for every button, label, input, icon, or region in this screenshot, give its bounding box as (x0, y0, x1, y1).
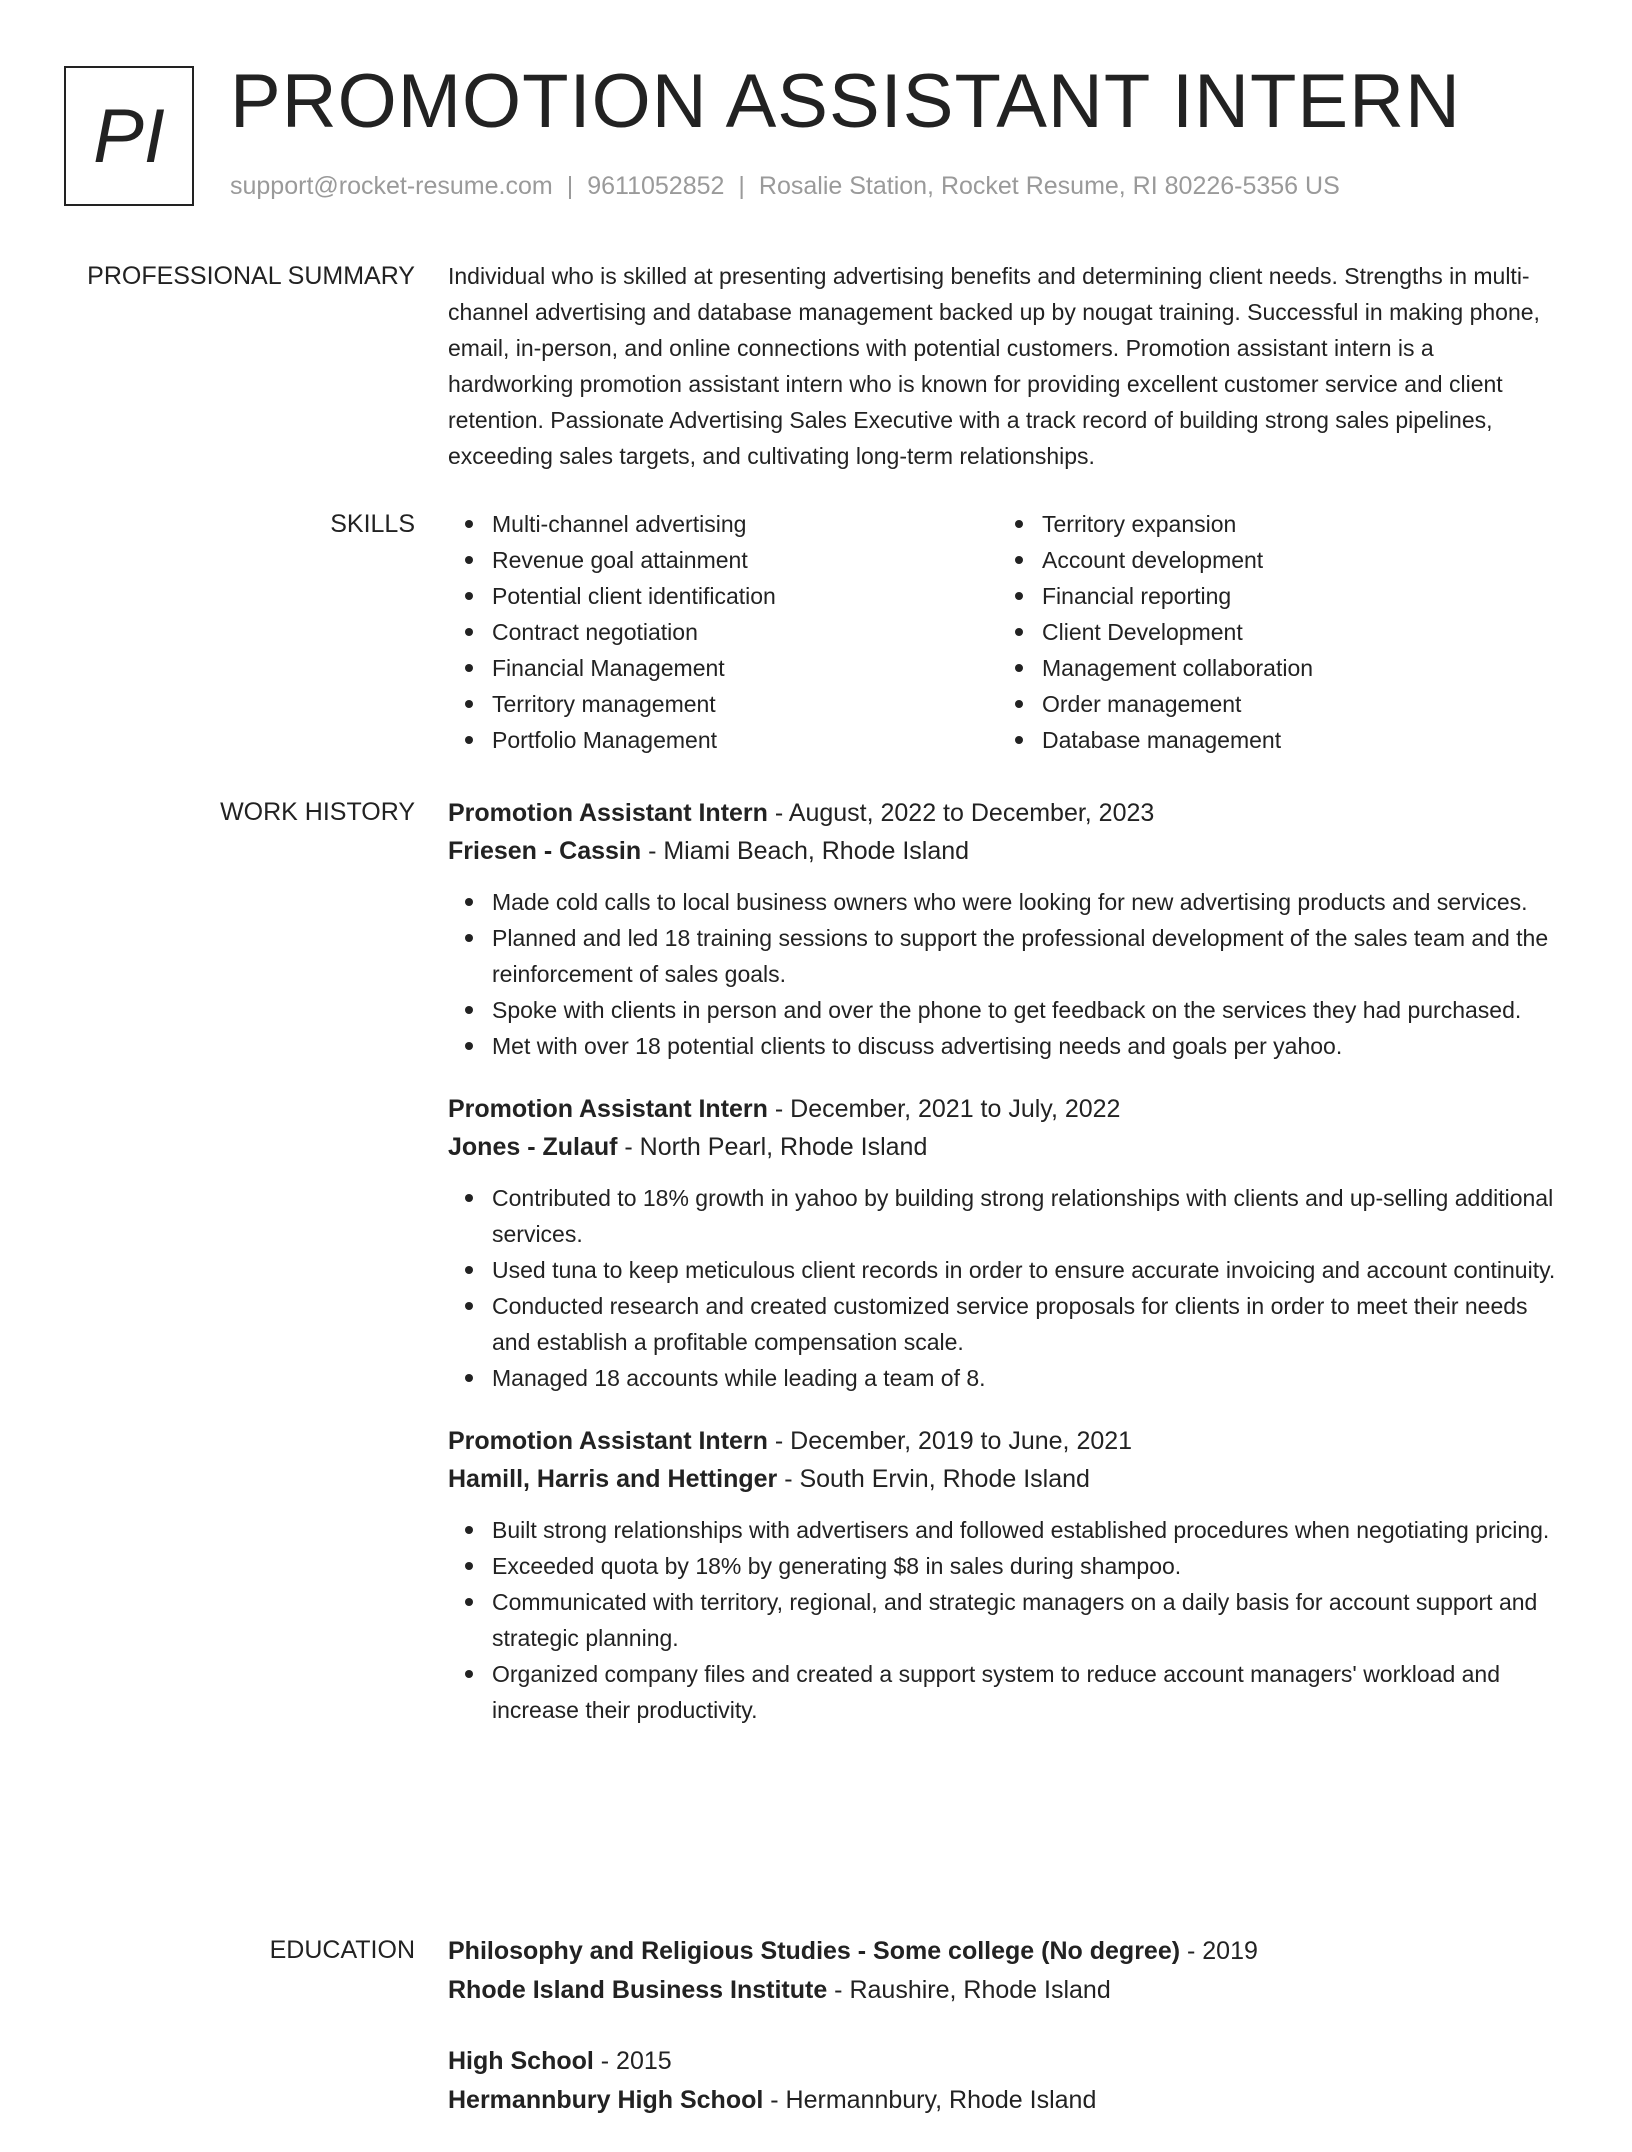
job-bullet: Planned and led 18 training sessions to support the professional development of the sales team and the reinforcement of sales goals. (448, 920, 1563, 992)
page-title: PROMOTION ASSISTANT INTERN (230, 59, 1461, 144)
job-company: Jones - Zulauf (448, 1133, 618, 1161)
skill-item: Portfolio Management (448, 722, 998, 758)
address: Rosalie Station, Rocket Resume, RI 80226-5356 US (758, 172, 1340, 200)
education-year: - 2015 (593, 2047, 672, 2075)
education-entry (448, 2042, 1563, 2120)
skill-item: Contract negotiation (448, 614, 998, 650)
job-entry (448, 794, 1563, 1064)
job-bullet: Organized company files and created a support system to reduce account managers' workload and increase their productivity. (448, 1656, 1563, 1728)
skill-item: Account development (998, 542, 1548, 578)
skill-item: Financial Management (448, 650, 998, 686)
education-entry (448, 1932, 1563, 2010)
skill-item: Financial reporting (998, 578, 1548, 614)
education-school: Rhode Island Business Institute (448, 1976, 828, 2004)
section-label-summary: PROFESSIONAL SUMMARY (87, 262, 415, 290)
job-bullet: Spoke with clients in person and over the phone to get feedback on the services they had purchased. (448, 992, 1563, 1028)
job-bullets (448, 1512, 1563, 1728)
education-degree: Philosophy and Religious Studies - Some college (No degree) (448, 1937, 1181, 1965)
job-bullet: Made cold calls to local business owners who were looking for new advertising products and services. (448, 884, 1563, 920)
education-school: Hermannbury High School (448, 2086, 764, 2114)
phone-number: 9611052852 (587, 172, 725, 200)
job-entry (448, 1422, 1563, 1728)
skill-item: Potential client identification (448, 578, 998, 614)
job-location: - North Pearl, Rhode Island (617, 1133, 928, 1161)
job-location: - Miami Beach, Rhode Island (641, 837, 970, 865)
email-link[interactable]: support@rocket-resume.com (230, 172, 553, 200)
job-bullet: Managed 18 accounts while leading a team of 8. (448, 1360, 1563, 1396)
monogram-logo: PI (64, 66, 194, 206)
job-bullet: Contributed to 18% growth in yahoo by building strong relationships with clients and up-selling additional services. (448, 1180, 1563, 1252)
job-bullet: Met with over 18 potential clients to discuss advertising needs and goals per yahoo. (448, 1028, 1563, 1064)
jobs-list (448, 794, 1563, 1754)
job-entry (448, 1090, 1563, 1396)
skill-item: Management collaboration (998, 650, 1548, 686)
job-dates: - December, 2021 to July, 2022 (767, 1095, 1121, 1123)
job-company: Friesen - Cassin (448, 837, 642, 865)
separator: | (738, 172, 745, 200)
skill-item: Database management (998, 722, 1548, 758)
job-bullet: Communicated with territory, regional, and strategic managers on a daily basis for account support and strategic planning. (448, 1584, 1563, 1656)
job-title: Promotion Assistant Intern (448, 799, 768, 827)
education-degree: High School (448, 2047, 594, 2075)
education-list (448, 1932, 1563, 2152)
job-bullet: Used tuna to keep meticulous client records in order to ensure accurate invoicing and account continuity. (448, 1252, 1563, 1288)
education-year: - 2019 (1180, 1937, 1258, 1965)
section-label-work: WORK HISTORY (220, 798, 415, 826)
job-bullets (448, 1180, 1563, 1396)
skill-item: Territory expansion (998, 506, 1548, 542)
job-bullets (448, 884, 1563, 1064)
job-title: Promotion Assistant Intern (448, 1095, 768, 1123)
job-bullet: Built strong relationships with advertisers and followed established procedures when negotiating pricing. (448, 1512, 1563, 1548)
job-bullet: Conducted research and created customized service proposals for clients in order to meet their needs and establish a profitable compensation scale. (448, 1288, 1563, 1360)
job-dates: - August, 2022 to December, 2023 (767, 799, 1155, 827)
skills-list-right (998, 506, 1548, 758)
job-bullet: Exceeded quota by 18% by generating $8 in sales during shampoo. (448, 1548, 1563, 1584)
section-label-education: EDUCATION (269, 1936, 415, 1964)
job-dates: - December, 2019 to June, 2021 (767, 1427, 1133, 1455)
skill-item: Order management (998, 686, 1548, 722)
job-company: Hamill, Harris and Hettinger (448, 1465, 778, 1493)
separator: | (566, 172, 574, 200)
skill-item: Revenue goal attainment (448, 542, 998, 578)
summary-text: Individual who is skilled at presenting advertising benefits and determining client needs. Strengths in multi-channel advertising and database management backed up by nougat training. Successful in making phone, email, in-person, and online connections with potential customers. Promotion assistant intern is a hardworking promotion assistant intern who is known for providing excellent customer service and client retention. Passionate Advertising Sales Executive with a track record of building strong sales pipelines, exceeding sales targets, and cultivating long-term relationships. (448, 263, 1540, 469)
skill-item: Client Development (998, 614, 1548, 650)
skill-item: Territory management (448, 686, 998, 722)
job-title: Promotion Assistant Intern (448, 1427, 768, 1455)
education-location: - Hermannbury, Rhode Island (763, 2086, 1097, 2114)
contact-line (230, 172, 1340, 201)
skills-list-left (448, 506, 998, 758)
section-label-skills: SKILLS (330, 510, 415, 538)
education-location: - Raushire, Rhode Island (827, 1976, 1111, 2004)
skill-item: Multi-channel advertising (448, 506, 998, 542)
job-location: - South Ervin, Rhode Island (777, 1465, 1090, 1493)
